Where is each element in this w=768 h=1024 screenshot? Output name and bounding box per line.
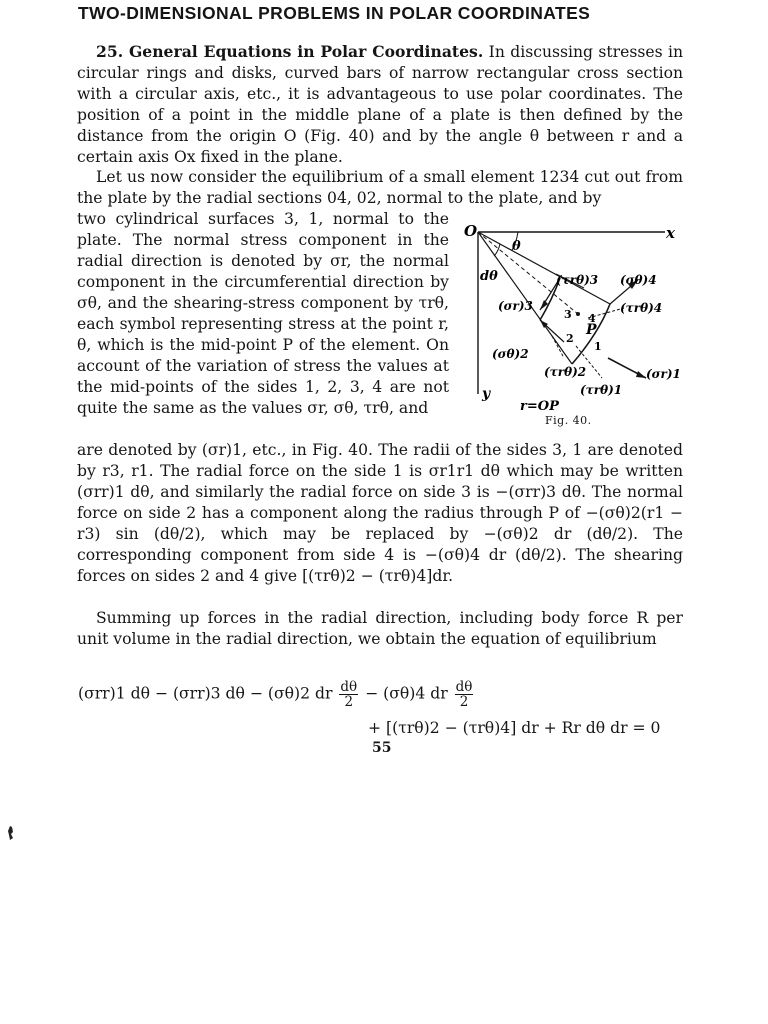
paragraph-2-wrapped: two cylindrical surfaces 3, 1, normal to the plate. The normal stress component in the radial direction is denoted by σr, the normal component in the circumferential direction by σθ, and the shearing-stress component by τrθ, each symbol representing stress at the point r, θ, which is the mid-point P of the element. On account of the variation of stress the values at the mid-points of the sides 1, 2, 3, 4 are not quite the same as the values σr, σθ, τrθ, and [77,210,449,417]
label-side-2: 2 [566,332,574,345]
label-sigma-r1: (σr)1 [646,367,681,381]
figure-40 [460,218,686,438]
label-origin: O [464,222,478,240]
paragraph-2-continued: are denoted by (σr)1, etc., in Fig. 40. The radii of the sides 3, 1 are denoted by r3, r1. The radial force on the side 1 is σr1r1 dθ which may be written (σrr)1 dθ, and similarly the radial force on side 3 is −(σrr)3 dθ. The normal force on side 2 has a component along the radius through P of −(σθ)2(r1 − r3) sin (dθ/2), which may be replaced by −(σθ)2 dr (dθ/2). The corresponding component from side 4 is −(σθ)4 dr (dθ/2). The shearing forces on sides 2 and 4 give [(τrθ)2 − (τrθ)4]dr. [77,441,683,585]
paragraph-2-intro: Let us now consider the equilibrium of a small element 1234 cut out from the plate by the radial sections 04, 02, normal to the plate, and by [77,168,683,207]
label-tau1: (τrθ)1 [580,383,623,397]
label-dtheta: dθ [480,269,498,284]
arrow-sigma-r1-head [636,371,646,378]
equation-part-b: − (σθ)4 dr [365,684,448,703]
figure-caption: Fig. 40. [545,414,592,427]
label-sigma-theta4: (σθ)4 [620,273,657,287]
label-side-3: 3 [564,308,572,321]
label-tau4: (τrθ)4 [620,301,663,315]
fraction-dtheta-over-2-second: $\frac{d\theta}{2}$ [455,679,473,710]
radial-section-02 [478,232,572,364]
running-head: TWO-DIMENSIONAL PROBLEMS IN POLAR COORDINATES [78,3,591,23]
scan-speck [8,826,14,840]
section-title: 25. General Equations in Polar Coordinates. [96,42,484,61]
label-sigma-r3: (σr)3 [498,299,533,313]
equation-line-1 [78,680,475,709]
radial-section-04 [478,232,610,304]
label-tau3: (τrθ)3 [556,273,599,287]
label-y: y [482,386,491,402]
equation-line-2: + [(τrθ)2 − (τrθ)4] dr + Rr dθ dr = 0 [368,719,661,737]
label-theta: θ [512,239,521,254]
page-number: 55 [372,740,392,756]
point-P [576,312,580,316]
paragraph-1-text: In discussing stresses in circular rings and disks, curved bars of narrow rectangular cross section with a circular axis, etc., it is advantageous to use polar coordinates. The position of a point in the middle plane of a plate is then defined by the distance from the origin O (Fig. 40) and by the angle θ between r and a certain axis Ox fixed in the plane. [77,43,683,166]
paragraph-3: Summing up forces in the radial direction, including body force R per unit volume in the radial direction, we obtain the equation of equilibrium [77,609,683,648]
equation-part-a: (σrr)1 dθ − (σrr)3 dθ − (σθ)2 dr [78,684,333,703]
label-r-op: r=OP [520,399,559,414]
paragraph-1 [77,41,683,168]
label-P: P [586,322,597,338]
label-x: x [666,224,675,242]
label-sigma-theta2: (σθ)2 [492,347,529,361]
label-side-4: 4 [588,312,596,325]
label-side-1: 1 [594,340,602,353]
label-tau2: (τrθ)2 [544,365,587,379]
fraction-dtheta-over-2: $\frac{d\theta}{2}$ [340,679,358,710]
figure-40-diagram [460,218,686,418]
